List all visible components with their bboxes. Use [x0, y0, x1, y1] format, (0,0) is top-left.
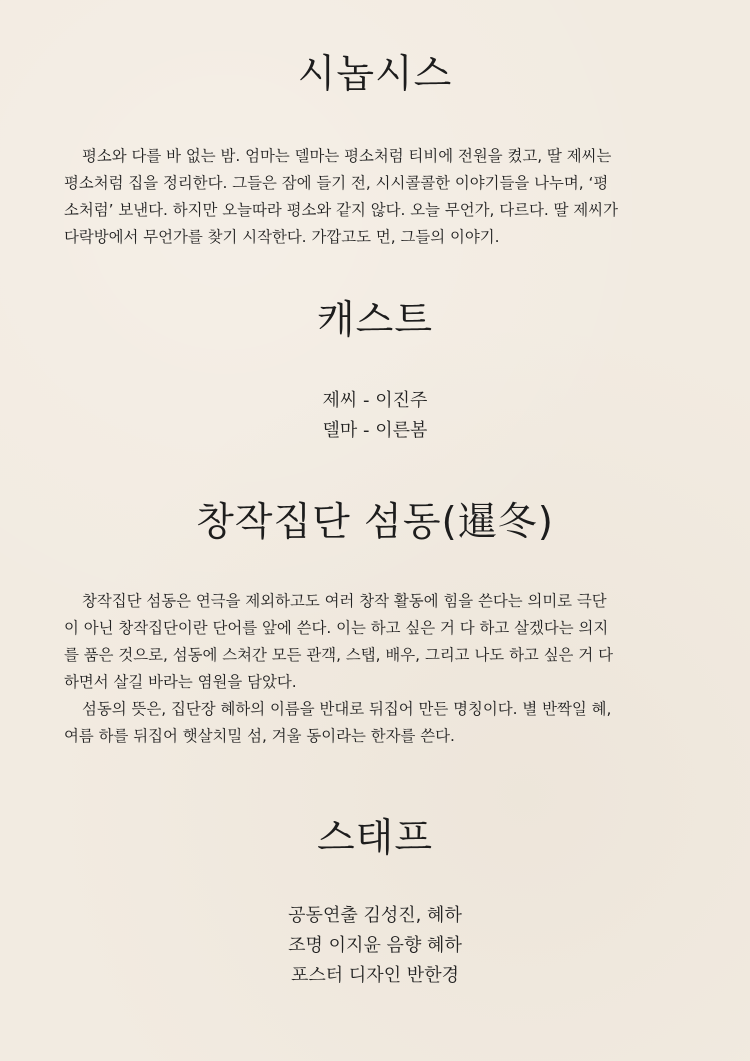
synopsis-title: 시놉시스	[297, 52, 453, 97]
collective-line	[64, 588, 688, 615]
staff-title: 스태프	[316, 816, 434, 861]
staff-item: 조명 이지윤 음향 혜하	[288, 935, 462, 956]
collective-title: 창작집단 섬동(暹冬)	[196, 500, 554, 545]
collective-line: 이 아닌 창작집단이란 단어를 앞에 쓴다. 이는 하고 싶은 거 다 하고 살겠다는 의지	[64, 619, 609, 637]
staff-list	[0, 901, 750, 991]
synopsis-line: 소처럼’ 보낸다. 하지만 오늘따라 평소와 같지 않다. 오늘 무언가, 다르다. 딸 제씨가	[64, 201, 619, 219]
collective-line-text: 창작집단 섬동은 연극을 제외하고도 여러 창작 활동에 힘을 쓴다는 의미로 극단	[82, 592, 607, 610]
collective-line: 여름 하를 뒤집어 햇살치밀 섬, 겨울 동이라는 한자를 쓴다.	[64, 727, 455, 745]
cast-item: 제씨 - 이진주	[322, 390, 428, 411]
collective-paragraph	[64, 588, 688, 750]
collective-line-text: 섬동의 뜻은, 집단장 혜하의 이름을 반대로 뒤집어 만든 명칭이다. 별 반짝일 혜,	[82, 700, 612, 718]
synopsis-line-text: 평소와 다를 바 없는 밤. 엄마는 델마는 평소처럼 티비에 전원을 켰고, 딸 제씨는	[82, 147, 612, 165]
synopsis-line	[64, 143, 688, 170]
collective-line	[64, 696, 688, 723]
synopsis-paragraph	[64, 143, 688, 251]
staff-item: 공동연출 김성진, 혜하	[288, 905, 462, 926]
cast-list	[0, 386, 750, 446]
collective-line: 하면서 살길 바라는 염원을 담았다.	[64, 673, 297, 691]
synopsis-line: 다락방에서 무언가를 찾기 시작한다. 가깝고도 먼, 그들의 이야기.	[64, 228, 500, 246]
cast-title: 캐스트	[316, 298, 434, 343]
staff-item: 포스터 디자인 반한경	[291, 965, 459, 986]
synopsis-line: 평소처럼 집을 정리한다. 그들은 잠에 들기 전, 시시콜콜한 이야기들을 나누며, ‘평	[64, 174, 609, 192]
cast-item: 델마 - 이른봄	[322, 420, 428, 441]
collective-line: 를 품은 것으로, 섬동에 스쳐간 모든 관객, 스탭, 배우, 그리고 나도 하고 싶은 거 다	[64, 646, 613, 664]
